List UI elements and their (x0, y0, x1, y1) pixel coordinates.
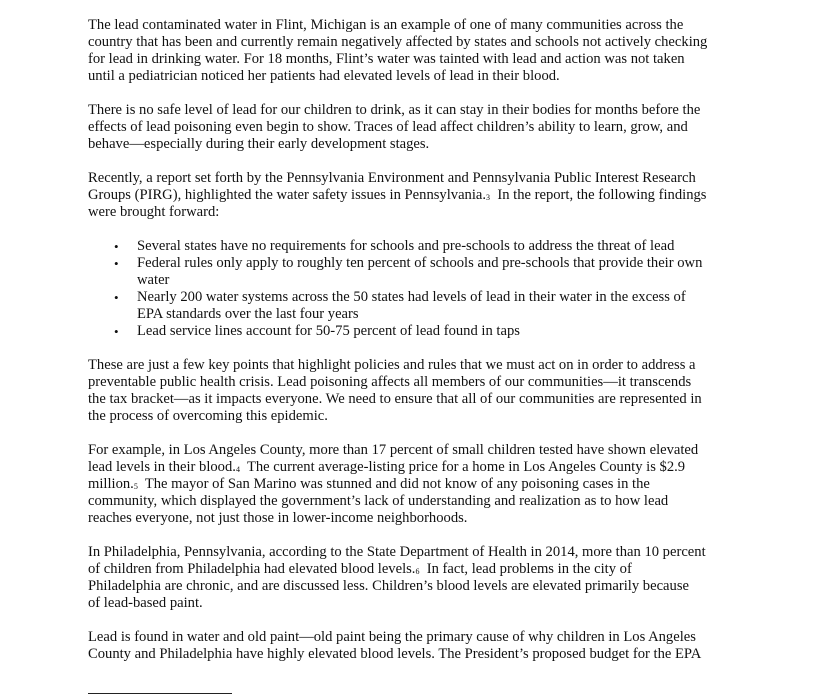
text-line: Lead is found in water and old paint—old paint being the primary cause of why children in Los Angeles (88, 629, 696, 645)
text-line: Philadelphia are chronic, and are discussed less. Children’s blood levels are elevated primarily because (88, 578, 689, 594)
text-line: Recently, a report set forth by the Pennsylvania Environment and Pennsylvania Public Interest Research (88, 170, 696, 186)
text-line: Nearly 200 water systems across the 50 states had levels of lead in their water in the excess of (137, 289, 686, 305)
list-item (88, 255, 728, 289)
text-line: were brought forward: (88, 204, 220, 220)
text-line: of lead-based paint. (88, 595, 203, 611)
text-line: behave—especially during their early development stages. (88, 136, 430, 152)
footnote-marker: 6 (415, 567, 420, 576)
text-line: country that has been and currently remain negatively affected by states and schools not actively checking (88, 34, 708, 50)
text-segment: In fact, lead problems in the city of (419, 561, 632, 577)
text-line: the process of overcoming this epidemic. (88, 408, 328, 424)
text-line: There is no safe level of lead for our children to drink, as it can stay in their bodies for months before the (88, 102, 701, 118)
paragraph-philadelphia (88, 544, 728, 612)
text-line: Federal rules only apply to roughly ten percent of schools and pre-schools that provide their own (137, 255, 703, 271)
text-line: reaches everyone, not just those in lower-income neighborhoods. (88, 510, 468, 526)
text-line: Lead service lines account for 50-75 percent of lead found in taps (137, 323, 520, 339)
text-line: The lead contaminated water in Flint, Michigan is an example of one of many communities across the (88, 17, 684, 33)
list-item (88, 238, 728, 255)
text-segment: Groups (PIRG), highlighted the water safety issues in Pennsylvania. (88, 187, 487, 203)
list-item (88, 289, 728, 323)
text-segment: The current average-listing price for a home in Los Angeles County is $2.9 (239, 459, 686, 475)
paragraph-flint (88, 17, 728, 85)
text-line: These are just a few key points that highlight policies and rules that we must act on in order to address a (88, 357, 696, 373)
text-segment: of children from Philadelphia had elevated blood levels. (88, 561, 416, 577)
bullet-icon: • (114, 239, 119, 254)
paragraph-old-paint (88, 629, 728, 663)
letter-page (88, 17, 728, 680)
paragraph-pirg-report (88, 170, 728, 221)
paragraph-no-safe-level (88, 102, 728, 153)
text-line: for lead in drinking water. For 18 months, Flint’s water was tainted with lead and action was not taken (88, 51, 685, 67)
bullet-icon: • (114, 290, 119, 305)
paragraph-los-angeles (88, 442, 728, 527)
text-segment: The mayor of San Marino was stunned and did not know of any poisoning cases in the (137, 476, 650, 492)
bullet-icon: • (114, 256, 119, 271)
text-line (88, 187, 728, 204)
text-segment: lead levels in their blood. (88, 459, 236, 475)
text-line: water (137, 272, 170, 288)
text-line: EPA standards over the last four years (137, 306, 359, 322)
text-segment: million. (88, 476, 134, 492)
text-line (88, 561, 728, 578)
footnote-marker: 3 (486, 193, 491, 202)
footnote-marker: 4 (235, 465, 240, 474)
text-line: Several states have no requirements for schools and pre-schools to address the threat of lead (137, 238, 675, 254)
text-line: County and Philadelphia have highly elevated blood levels. The President’s proposed budget for the EPA (88, 646, 702, 662)
text-line: For example, in Los Angeles County, more than 17 percent of small children tested have shown elevated (88, 442, 699, 458)
footnote-marker: 5 (133, 482, 138, 491)
text-line: until a pediatrician noticed her patients had elevated levels of lead in their blood. (88, 68, 560, 84)
text-line: community, which displayed the government’s lack of understanding and realization as to how lead (88, 493, 669, 509)
bullet-icon: • (114, 324, 119, 339)
text-line (88, 476, 728, 493)
list-item (88, 323, 728, 340)
paragraph-key-points (88, 357, 728, 425)
text-segment: In the report, the following findings (490, 187, 707, 203)
text-line: preventable public health crisis. Lead poisoning affects all members of our communities—it transcends (88, 374, 692, 390)
footnote-divider (88, 693, 232, 694)
text-line: the tax bracket—as it impacts everyone. We need to ensure that all of our communities are represented in (88, 391, 702, 407)
text-line: In Philadelphia, Pennsylvania, according to the State Department of Health in 2014, more than 10 percent (88, 544, 706, 560)
findings-list (88, 238, 728, 340)
text-line: effects of lead poisoning even begin to show. Traces of lead affect children’s ability to learn, grow, and (88, 119, 688, 135)
text-line (88, 459, 728, 476)
